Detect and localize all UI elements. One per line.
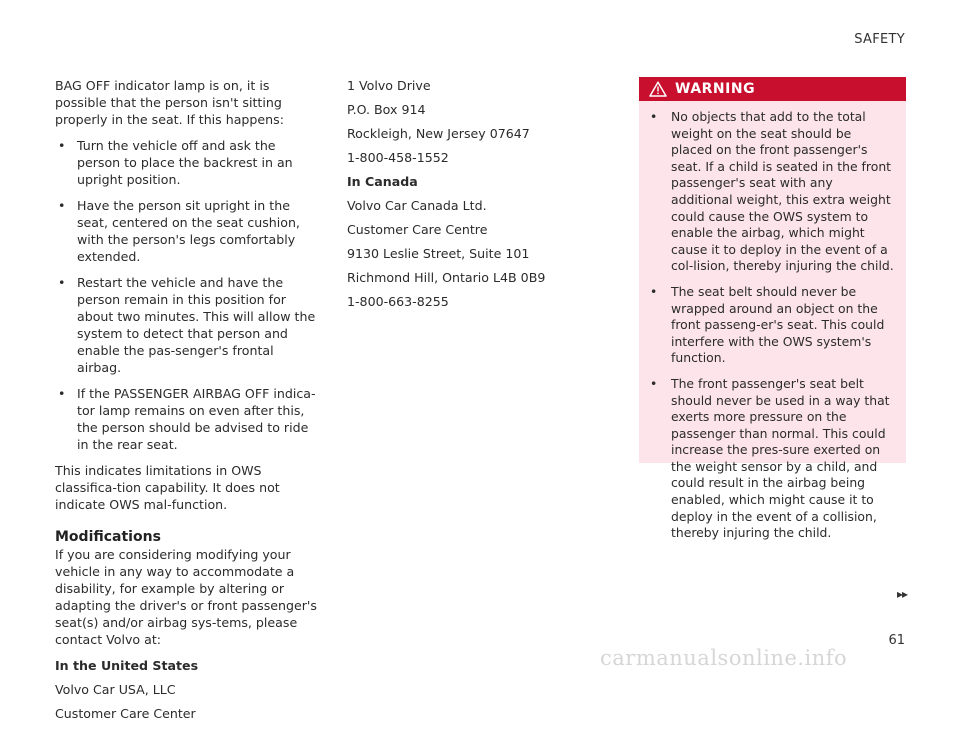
modifications-heading: Modifications [55, 529, 161, 545]
warning-title: WARNING [675, 81, 756, 97]
phone-number: 1-800-663-8255 [347, 294, 449, 309]
limitations-paragraph: This indicates limitations in OWS classifica-tion capability. It does not indicate OWS mal-function. [55, 463, 280, 512]
list-item: • Have the person sit upright in the seat, centered on the seat cushion, with the person's legs comfortably extended. [55, 197, 317, 265]
warning-item: • The seat belt should never be wrapped around an object on the front passeng-er's seat. This could interfere with the OWS system's function. [649, 284, 896, 367]
phone-number: 1-800-458-1552 [347, 150, 449, 165]
us-heading: In the United States [55, 658, 199, 673]
warning-list [639, 101, 906, 542]
address-line: Richmond Hill, Ontario L4B 0B9 [347, 270, 546, 285]
instruction-list [55, 137, 317, 453]
address-line: P.O. Box 914 [347, 102, 426, 117]
watermark: carmanualsonline.info [600, 646, 848, 670]
address-line: 1 Volvo Drive [347, 78, 431, 93]
address-line: Customer Care Center [55, 706, 196, 721]
list-item: • Turn the vehicle off and ask the person to place the backrest in an upright position. [55, 137, 317, 188]
left-column [55, 77, 317, 729]
middle-column [347, 77, 609, 317]
address-line: 9130 Leslie Street, Suite 101 [347, 246, 530, 261]
warning-box [639, 77, 906, 541]
next-page-icon[interactable]: ▸▸ [896, 587, 907, 601]
section-header: SAFETY [854, 32, 905, 47]
address-line: Customer Care Centre [347, 222, 488, 237]
warning-triangle-icon [649, 81, 667, 97]
intro-paragraph: BAG OFF indicator lamp is on, it is possible that the person isn't sitting properly in the seat. If this happens: [55, 78, 284, 127]
address-line: Volvo Car Canada Ltd. [347, 198, 487, 213]
modifications-paragraph: If you are considering modifying your vehicle in any way to accommodate a disability, for example by altering or adapting the driver's or front passenger's seat(s) and/or airbag sys-tems, please contact Volvo at: [55, 547, 317, 647]
list-item: • Restart the vehicle and have the person remain in this position for about two minutes. This will allow the system to detect that person and enable the pas-senger's frontal airbag. [55, 274, 317, 376]
list-item: • If the PASSENGER AIRBAG OFF indica-tor lamp remains on even after this, the person should be advised to ride in the rear seat. [55, 385, 317, 453]
canada-heading: In Canada [347, 174, 418, 189]
us-address-block [55, 657, 317, 722]
warning-item: • The front passenger's seat belt should never be used in a way that exerts more pressure on the passenger than normal. This could increase the pres-sure exerted on the weight sensor by a child, and could result in the airbag being enabled, which might cause it to deploy in the event of a collision, thereby injuring the child. [649, 376, 896, 542]
warning-item: • No objects that add to the total weight on the seat should be placed on the front passenger's seat. If a child is seated in the front passenger's seat with any additional weight, this extra weight could cause the OWS system to enable the airbag, which might cause it to deploy in the event of a col-lision, thereby injuring the child. [649, 109, 896, 275]
warning-header [639, 77, 906, 101]
address-line: Rockleigh, New Jersey 07647 [347, 126, 530, 141]
address-line: Volvo Car USA, LLC [55, 682, 176, 697]
page-number: 61 [888, 633, 905, 648]
